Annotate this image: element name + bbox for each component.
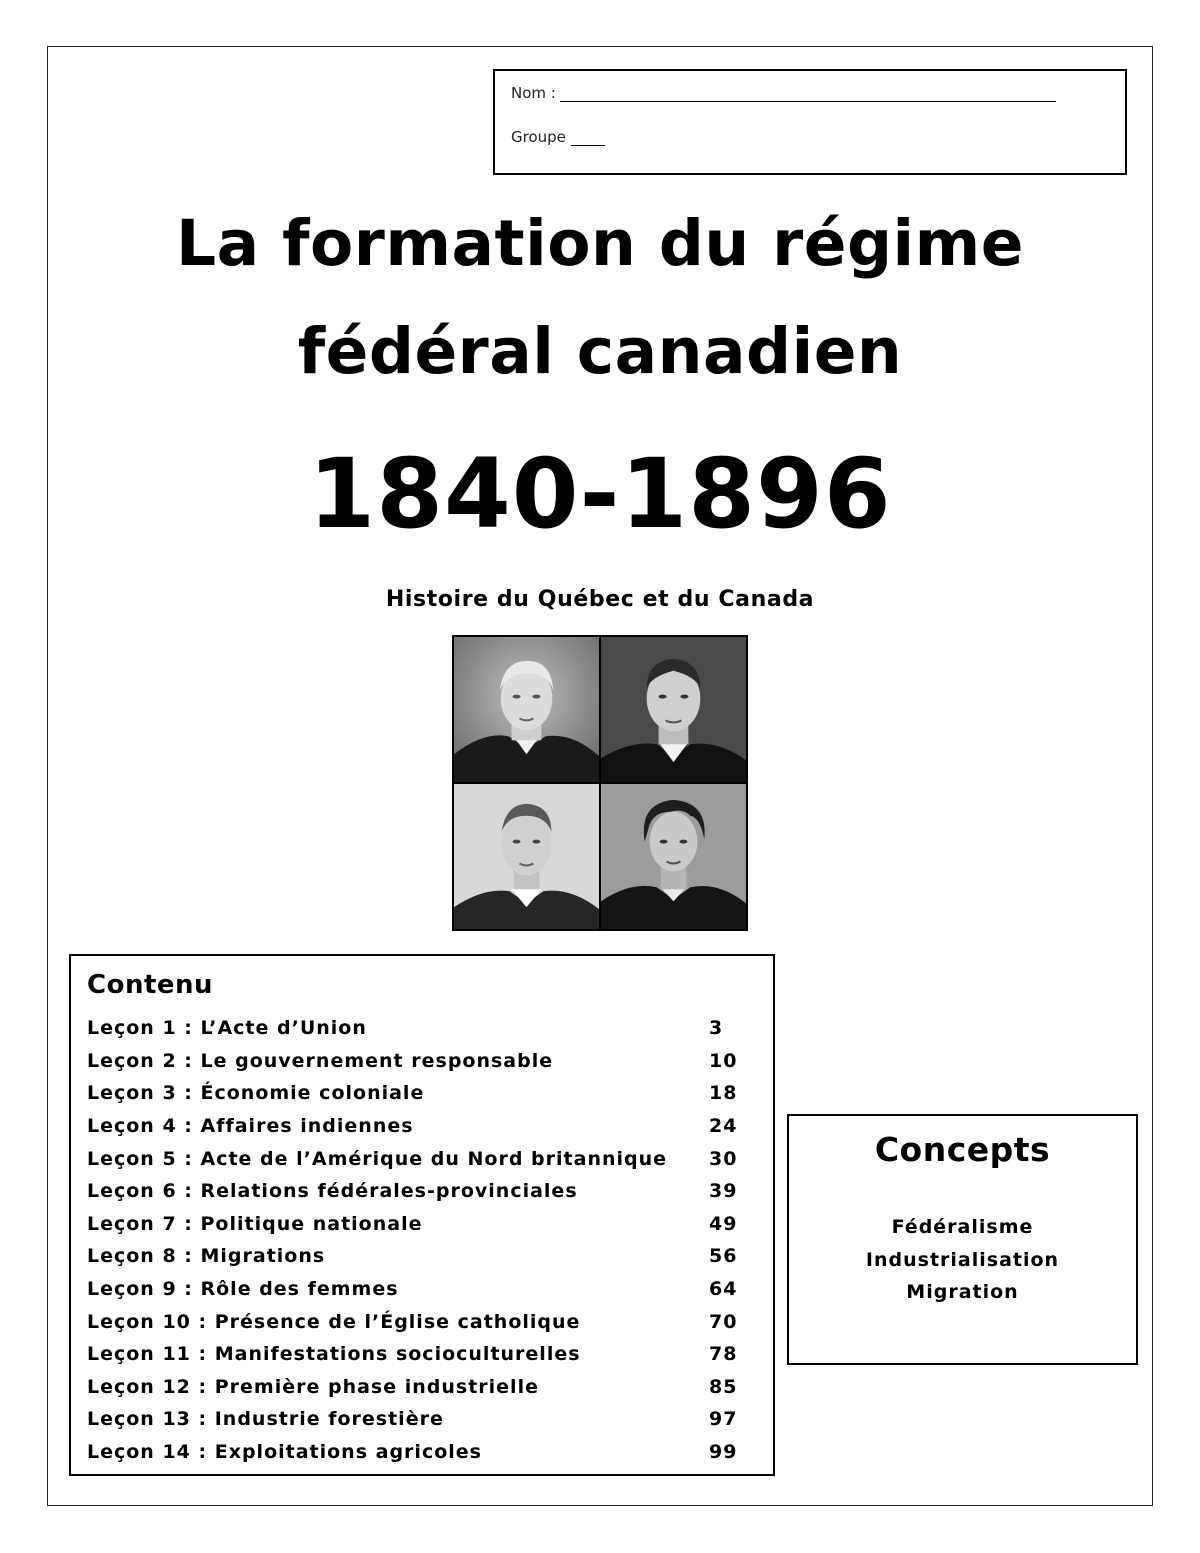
lesson-page-number: 85 [709, 1375, 738, 1398]
portrait-photo-4 [601, 784, 746, 929]
lesson-title: Leçon 13 : Industrie forestière [87, 1408, 444, 1431]
lesson-title: Leçon 9 : Rôle des femmes [87, 1278, 399, 1301]
lesson-item [87, 1305, 747, 1338]
concepts-heading: Concepts [874, 1130, 1051, 1169]
name-label: Nom : [511, 84, 556, 102]
portrait-photo-1 [454, 637, 599, 782]
lesson-item [87, 1012, 747, 1045]
lesson-page-number: 70 [709, 1310, 738, 1333]
group-field[interactable] [571, 129, 605, 146]
lesson-title: Leçon 4 : Affaires indiennes [87, 1115, 414, 1138]
course-subtitle: Histoire du Québec et du Canada [385, 587, 815, 612]
group-row [511, 128, 605, 146]
student-info-box [493, 69, 1127, 175]
lesson-item [87, 1273, 747, 1306]
lesson-title: Leçon 7 : Politique nationale [87, 1212, 423, 1235]
concept-item: Migration [906, 1281, 1019, 1303]
lesson-page-number: 64 [709, 1278, 738, 1301]
lesson-title: Leçon 8 : Migrations [87, 1245, 326, 1268]
portrait-grid [452, 635, 748, 931]
lesson-page-number: 97 [709, 1408, 738, 1431]
lesson-page-number: 3 [709, 1017, 724, 1040]
portrait-photo-2 [601, 637, 746, 782]
contents-heading: Contenu [87, 970, 214, 1000]
lesson-title: Leçon 2 : Le gouvernement responsable [87, 1049, 554, 1072]
lesson-item [87, 1077, 747, 1110]
name-field[interactable] [560, 85, 1056, 102]
lesson-title: Leçon 5 : Acte de l’Amérique du Nord britannique [87, 1147, 668, 1170]
lesson-page-number: 18 [709, 1082, 738, 1105]
lesson-list [87, 1012, 747, 1468]
concept-item: Fédéralisme [891, 1216, 1034, 1238]
lesson-title: Leçon 11 : Manifestations socioculturelles [87, 1343, 581, 1366]
lesson-item [87, 1338, 747, 1371]
lesson-item [87, 1403, 747, 1436]
lesson-page-number: 39 [709, 1180, 738, 1203]
lesson-page-number: 30 [709, 1147, 738, 1170]
lesson-title: Leçon 10 : Présence de l’Église catholique [87, 1310, 581, 1333]
name-row [511, 84, 1056, 102]
lesson-item [87, 1175, 747, 1208]
lesson-item [87, 1240, 747, 1273]
lesson-page-number: 49 [709, 1212, 738, 1235]
lesson-title: Leçon 6 : Relations fédérales-provinciales [87, 1180, 578, 1203]
lesson-item [87, 1371, 747, 1404]
lesson-title: Leçon 14 : Exploitations agricoles [87, 1441, 482, 1464]
concept-item: Industrialisation [865, 1248, 1060, 1271]
lesson-page-number: 99 [709, 1441, 738, 1464]
lesson-item [87, 1436, 747, 1469]
title-line-2: fédéral canadien [297, 315, 903, 388]
lesson-page-number: 10 [709, 1049, 738, 1072]
table-of-contents [69, 954, 775, 1476]
lesson-item [87, 1142, 747, 1175]
lesson-title: Leçon 12 : Première phase industrielle [87, 1375, 539, 1398]
concepts-box [787, 1114, 1138, 1365]
portrait-photo-3 [454, 784, 599, 929]
lesson-page-number: 56 [709, 1245, 738, 1268]
lesson-page-number: 24 [709, 1115, 738, 1138]
lesson-item [87, 1110, 747, 1143]
lesson-title: Leçon 3 : Économie coloniale [87, 1082, 425, 1105]
lesson-page-number: 78 [709, 1343, 738, 1366]
period-years: 1840-1896 [308, 438, 892, 550]
lesson-item [87, 1045, 747, 1078]
title-line-1: La formation du régime [175, 207, 1025, 280]
group-label: Groupe [511, 128, 566, 146]
lesson-item [87, 1208, 747, 1241]
lesson-title: Leçon 1 : L’Acte d’Union [87, 1017, 367, 1040]
concept-list [789, 1211, 1136, 1309]
